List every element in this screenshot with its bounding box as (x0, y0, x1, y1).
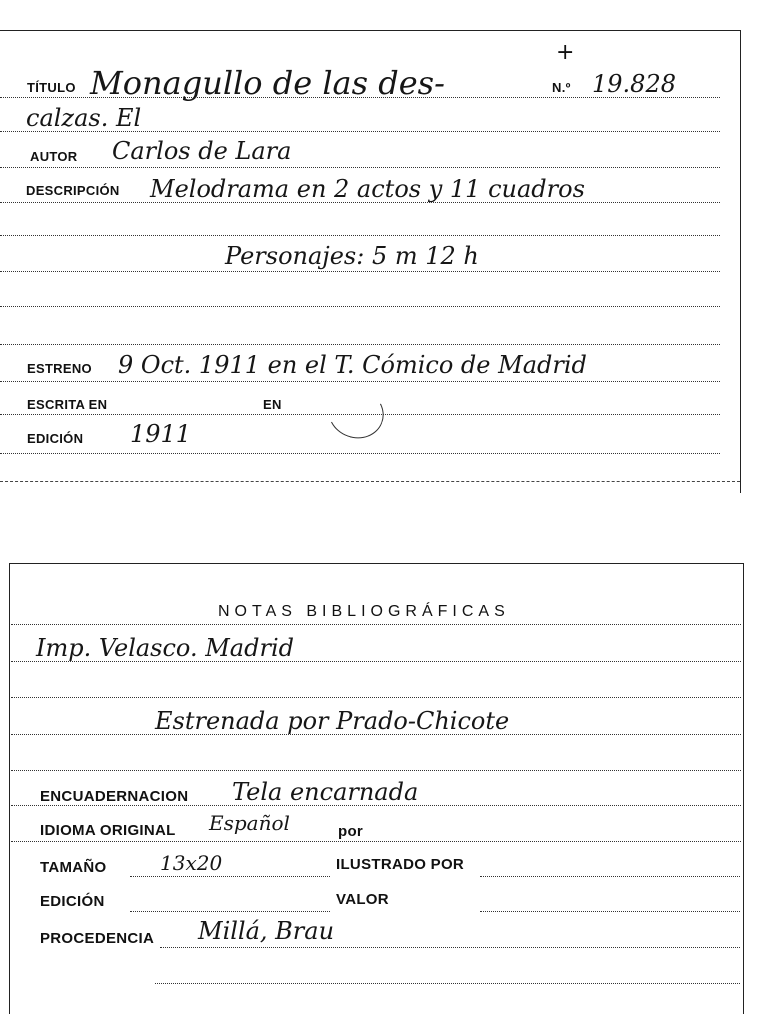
idioma-value: Español (209, 811, 290, 835)
note-line-2: Estrenada por Prado-Chicote (155, 707, 510, 735)
encuadernacion-value: Tela encarnada (232, 778, 419, 806)
encuadernacion-dotline (11, 805, 741, 806)
estreno-value: 9 Oct. 1911 en el T. Cómico de Madrid (118, 351, 587, 379)
valor-label: VALOR (336, 891, 389, 908)
descripcion-dotline (0, 202, 720, 203)
autor-label: AUTOR (30, 149, 78, 164)
autor-dotline (0, 167, 720, 168)
edicion-label-top: EDICIÓN (27, 431, 84, 446)
valor-dotline (480, 911, 740, 912)
titulo-continuation: calzas. El (26, 104, 142, 132)
por-label: por (338, 823, 364, 840)
escrita-label: ESCRITA EN (27, 397, 108, 412)
note-dotline-3 (11, 734, 741, 735)
encuadernacion-label: ENCUADERNACION (40, 788, 189, 805)
edicion-dotline-top (0, 453, 720, 454)
note-dotline-2 (11, 697, 741, 698)
blank-dotline-3 (0, 344, 720, 345)
numero-value: 19.828 (592, 70, 676, 98)
autor-value: Carlos de Lara (112, 137, 292, 165)
idioma-dotline (11, 841, 741, 842)
titulo-label: TÍTULO (27, 80, 76, 95)
titulo-value: Monagullo de las des- (90, 64, 445, 102)
idioma-label: IDIOMA ORIGINAL (40, 822, 176, 839)
ilustrado-dotline (480, 876, 740, 877)
descripcion-value: Melodrama en 2 actos y 11 cuadros (150, 175, 585, 203)
note-dotline-1 (11, 661, 741, 662)
procedencia-value: Millá, Brau (198, 917, 335, 945)
en-label: EN (263, 397, 282, 412)
titulo-cont-dotline (0, 131, 720, 132)
estreno-label: ESTRENO (27, 361, 92, 376)
tamano-dotline (130, 876, 330, 877)
personajes-dotline (0, 271, 720, 272)
personajes-value: Personajes: 5 m 12 h (225, 242, 479, 270)
card-separator-dashes (0, 481, 740, 482)
note-dotline-4 (11, 770, 741, 771)
notas-heading: NOTAS BIBLIOGRÁFICAS (218, 603, 510, 620)
escrita-dotline (0, 414, 720, 415)
ilustrado-label: ILUSTRADO POR (336, 856, 465, 873)
numero-label: N.º (552, 80, 571, 95)
estreno-dotline (0, 381, 720, 382)
tamano-label: TAMAÑO (40, 859, 107, 876)
note-line-1: Imp. Velasco. Madrid (36, 634, 294, 662)
cross-mark: + (556, 40, 575, 65)
edicion-label-bottom: EDICIÓN (40, 893, 105, 910)
blank-dotline-1 (0, 235, 720, 236)
heading-dotline (11, 624, 741, 625)
tamano-value: 13x20 (160, 851, 223, 875)
edicion-value-top: 1911 (130, 420, 192, 448)
blank-dotline-2 (0, 306, 720, 307)
descripcion-label: DESCRIPCIÓN (26, 183, 120, 198)
edicion-dotline-bottom (130, 911, 330, 912)
procedencia-dotline (160, 947, 740, 948)
blank-dotline-bottom (155, 983, 740, 984)
titulo-dotline (0, 97, 720, 98)
procedencia-label: PROCEDENCIA (40, 930, 155, 947)
